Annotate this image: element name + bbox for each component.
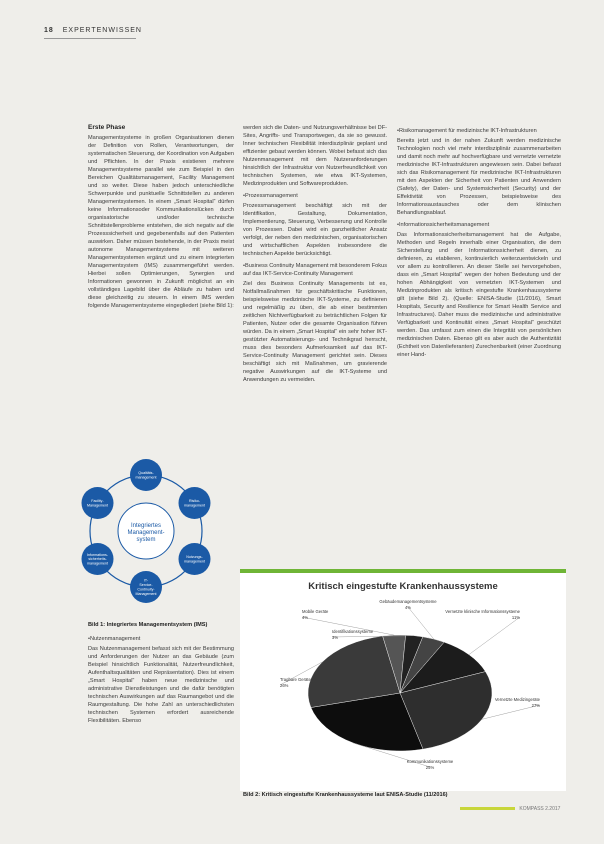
body-paragraph: werden sich die Daten- und Nutzungsverhältnisse bei DF-Sites, Angriffs- und Transportwegen, da sie so gewusst. Inner technischen Flexibilität interdisziplinär geplant und effizienter gebaut werden können. Wobei befasst sich das Nutzenmanagement mit dem Nutzeranforderungen hinsichtlich der Infrastruktur von Nutzerfreundlichkeit von technischen Systemen, wie etwa IKT-Systemen, Medizinprodukten und Softwareprodukten.: [243, 125, 387, 187]
header-rule: [44, 38, 136, 39]
ems-node-label: Nutzungs-management: [184, 555, 205, 564]
page-footer: [460, 806, 560, 812]
bullet-heading: • Nutzenmanagement: [88, 635, 234, 643]
bullet-heading: • Business Continuity Management mit besonderem Fokus auf das IKT-Service-Continuity Management: [243, 262, 387, 278]
bullet-heading: • Prozessmanagement: [243, 192, 387, 200]
center-label: Integriertes Management-system: [127, 523, 165, 543]
section-title: EXPERTENWISSEN: [62, 27, 142, 34]
slice-label: Mobile Geräte: [302, 609, 329, 614]
slice-value-label: 3%: [332, 635, 339, 640]
slice-value-label: 4%: [404, 605, 412, 610]
slice-label: Vernetzte Medizingeräte: [494, 697, 540, 702]
bullet-heading: • Risikomanagement für medizinische IKT-Infrastrukturen: [397, 127, 561, 135]
slice-label: Identifikationssysteme: [332, 629, 374, 634]
caption-figure-1: Bild 1: Integriertes Managementsystem (IMS): [88, 622, 208, 628]
caption-figure-2: Bild 2: Kritisch eingestufte Krankenhaussysteme laut ENISA-Studie (11/2016): [243, 792, 448, 798]
slice-label: Kommunikationssysteme: [406, 759, 454, 764]
footer-text: KOMPASS 2.2017: [519, 806, 561, 812]
slice-value-label: 4%: [302, 615, 309, 620]
column-1: [88, 124, 234, 314]
body-paragraph: Das Informationssicherheitsmanagement hat die Aufgabe, Methoden und Regeln innerhalb einer Organisation, die dem Sicherstellung und der Informationssicherheit dienen, zu definieren, zu etablieren, kontinuierlich weiterzuentwickeln und vor allem zu kontrollieren. An dieser Stelle sei hervorgehoben, dass ein „Smart Hospital“ wegen der hohen Bedeutung und der hohen Abhängigkeit von vernetzten IKT-Systemen und Medizinprodukten als kritisch eingestufte Krankenhaussysteme gilt (siehe Bild 2). (Quelle: ENISA-Studie (11/2016), Smart Hospitals, Security and Resilience for Smart Health Service and Infrastructures). Daher muss die medizinische und administrative Verfügbarkeit und Kontinuität eines „Smart Hospital“ geschützt werden. Das umfasst zum einen die Integrität von persönlichen medizinischen Daten. Ebenso gilt es aber auch die Authentizität (Echtheit von Datenlieferanten) Zurechenbarkeit (einer Zuordnung einer Hand-: [397, 232, 561, 358]
ems-node-label: Risiko-management: [184, 499, 205, 508]
slice-label: Gebäudemanagementsysteme: [379, 599, 437, 604]
slice-label: Vernetzte klinische Informationssysteme: [445, 609, 520, 614]
pie-chart: [240, 573, 566, 791]
footer-accent-bar: [460, 807, 515, 810]
slice-value-label: 11%: [511, 615, 520, 620]
column-2: [243, 124, 387, 388]
ems-node-label: Qualitäts-management: [135, 471, 157, 480]
column-3: [397, 124, 561, 363]
body-paragraph: Prozessmanagement beschäftigt sich mit der Identifikation, Gestaltung, Dokumentation, Implementierung, Steuerung, Verbesserung und Kontrolle von Prozessen. Dabei wird ein ganzheitlicher Ansatz verfolgt, der neben den medizinischen, organisatorischen und wirtschaftlichen Aspekten insbesondere die technischen Aspekte berücksichtigt.: [243, 203, 387, 257]
body-paragraph: Ziel des Business Continuity Managements ist es, Notfallmaßnahmen für geschäftskritische Funktionen, beispielsweise medizinische IKT-Systeme, zu definieren und regelmäßig zu üben, die ab einer bestimmten zeitlichen Nichtverfügbarkeit zu beträchtlichen Folgen für Patienten, Nutzer oder die gesamte Organisation führen würden. Da in einem „Smart Hospital“ ein sehr hoher IKT-gestützter Automatisierungs- und Technikgrad herrscht, muss dies besonders Aufmerksamkeit auf das IKT-Service-Continuity Management gerichtet sein. Dieses beschäftigt sich mit Maßnahmen, um gravierende negative Auswirkungen auf die IKT-Systeme und Anwendungen zu vermeiden.: [243, 281, 387, 383]
leader-line: [408, 607, 434, 639]
slice-value-label: 25%: [425, 765, 435, 770]
slice-label: Tragbare Geräte: [280, 677, 311, 682]
pie-chart-panel: [240, 569, 566, 791]
column-1-continued: [88, 632, 234, 725]
ems-node-label: Facility-Management: [87, 499, 108, 508]
page-number: 18: [44, 27, 54, 34]
slice-value-label: 26%: [280, 683, 289, 688]
leader-line: [469, 617, 520, 655]
slice-value-label: 27%: [531, 703, 540, 708]
section-heading: Erste Phase: [88, 124, 126, 131]
body-paragraph: Bereits jetzt und in der nahen Zukunft werden medizinische Technologien noch viel mehr interdisziplinär zusammenarbeiten und damit noch mehr auf hochverfügbare und vernetzte vernetzte medizinische IKT-Infrastrukturen angewiesen sein. Dabei befasst sich das Risikomanagement für medizinische IKT-Infrastrukturen mit den Aspekten der Sicherheit von Patienten und Anwendern (Safety), der Daten- und Systemsicherheit (Security) und der Effektivität von Prozessen, beispielsweise des Informationsaustausches oder dem klinischen Behandlungsablauf.: [397, 138, 561, 216]
body-paragraph: Managementsysteme in großen Organisationen dienen der Definition von Rollen, Verantwortungen, der systematischen Steuerung, der Koordination von Aufgaben und Pflichten. In der Praxis existieren mehrere Managementsysteme parallel wie zum Beispiel in den Bereichen Qualitätsmanagement, Facility Management und so weiter. Diese haben jedoch unterschiedliche Schwerpunkte und punktuelle Schnittstellen zu anderen Managementsystemen. In einem „Smart Hospital“ dürfen keine Informationsoder Kommunikationslücken durch organisatorische und/oder technische Schnittstellenprobleme entstehen, die sich negativ auf die Prozesssicherheit und gegebenenfalls auf den Patienten auswirken. Daher müssen bestehende, in der Praxis meist autonome Managementsysteme mit weiteren Managementsystemen ergänzt und zu einem integrierten Managementsystem (IMS) zusammengeführt werden. Hierbei sollen Optimierungen, Synergien und Informationen gewonnen in Zukunft möglichst an ein vollständiges Lagebild über die Abläufe zu haben und diese gleichzeitig zu steuern. In einem IMS werden folgende Managementsysteme eingegliedert (siehe Bild 1):: [88, 135, 234, 309]
ems-node-label: IT-Service-Continuity-Management: [135, 578, 157, 596]
body-paragraph: Das Nutzenmanagement befasst sich mit der Bestimmung und Anforderungen der Nutzer an das Gebäude (zum Beispiel hinsichtlich Funktionalität, Nutzerfreundlichkeit, Aufenthaltsqualitäten und Repräsentation). Dies ist einem „Smart Hospital“ haben neue medizinische und administrative Dienstleistungen und die dafür benötigten technischen Auswirkungen auf das Raumangebot und die Raumgestaltung. Die hohe Zahl an unterschiedlichsten technischen Systemen erfordert ausreichende Flexibilitäten. Ebenso: [88, 646, 234, 724]
ims-diagram: [62, 447, 230, 615]
running-header: [44, 27, 142, 34]
ems-node-label: Informations-sicherheits-management: [87, 552, 108, 566]
bullet-heading: • Informationssicherheitsmanagement: [397, 221, 561, 229]
chart-title: Kritisch eingestufte Krankenhaussysteme: [308, 581, 498, 592]
